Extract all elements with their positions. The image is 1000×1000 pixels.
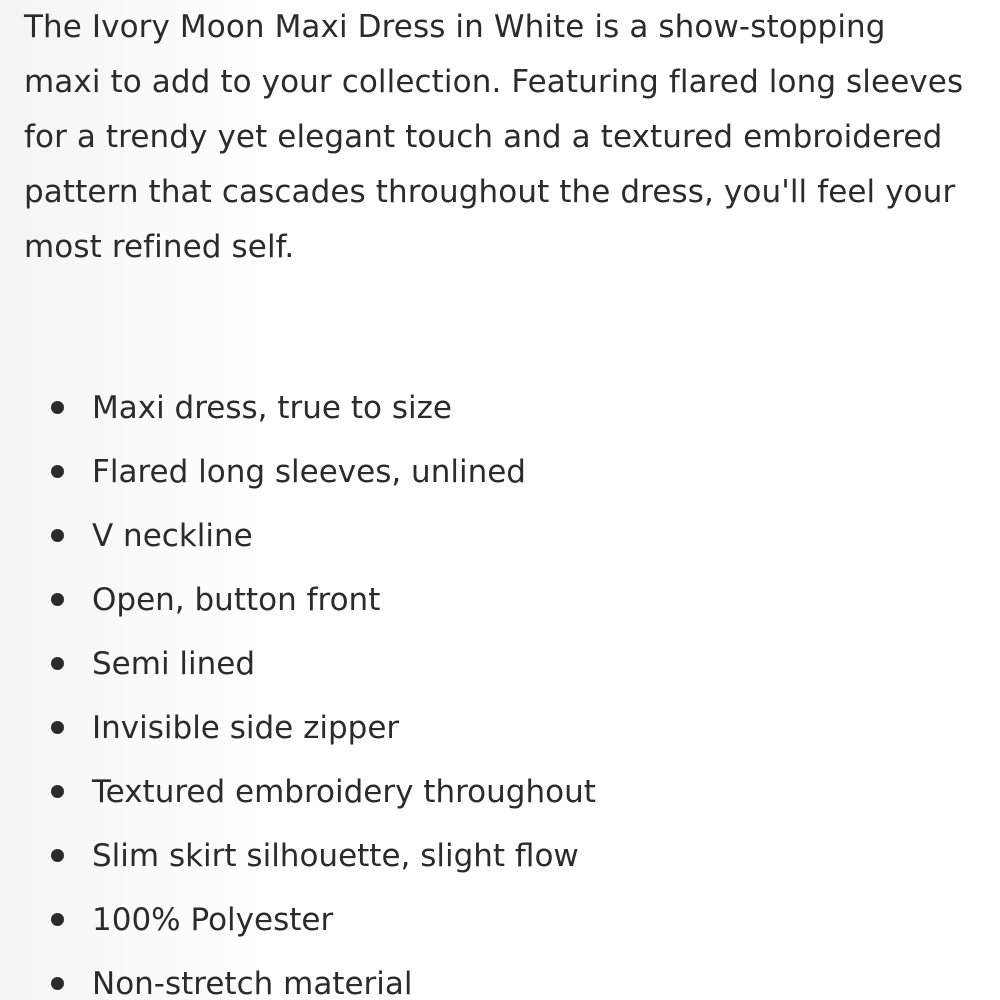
list-item: [24, 888, 964, 952]
list-item: [24, 824, 964, 888]
feature-text: Maxi dress, true to size: [92, 390, 452, 426]
feature-text: Flared long sleeves, unlined: [92, 454, 526, 490]
feature-text: Non-stretch material: [92, 966, 413, 1000]
list-item: [24, 696, 964, 760]
feature-text: Invisible side zipper: [92, 710, 400, 746]
bullet-icon: [51, 977, 64, 990]
bullet-icon: [51, 657, 64, 670]
feature-list: [24, 376, 964, 1000]
bullet-icon: [51, 785, 64, 798]
bullet-icon: [51, 721, 64, 734]
feature-text: Semi lined: [92, 646, 256, 682]
bullet-icon: [51, 529, 64, 542]
bullet-icon: [51, 593, 64, 606]
product-details: [24, 0, 974, 1000]
list-item: [24, 376, 964, 440]
feature-text: V neckline: [92, 518, 253, 554]
list-item: [24, 760, 964, 824]
bullet-icon: [51, 913, 64, 926]
bullet-icon: [51, 465, 64, 478]
feature-text: Slim skirt silhouette, slight flow: [92, 838, 579, 874]
list-item: [24, 504, 964, 568]
bullet-icon: [51, 401, 64, 414]
feature-text: 100% Polyester: [92, 902, 334, 938]
list-item: [24, 632, 964, 696]
list-item: [24, 952, 964, 1000]
list-item: [24, 440, 964, 504]
feature-text: Textured embroidery throughout: [92, 774, 596, 810]
feature-text: Open, button front: [92, 582, 381, 618]
bullet-icon: [51, 849, 64, 862]
product-description: The Ivory Moon Maxi Dress in White is a show-stopping maxi to add to your collection. Featuring flared long sleeves for a trendy yet elegant touch and a textured embroidered pattern that cascades throughout the dress, you'll feel your most refined self.: [24, 9, 964, 265]
list-item: [24, 568, 964, 632]
